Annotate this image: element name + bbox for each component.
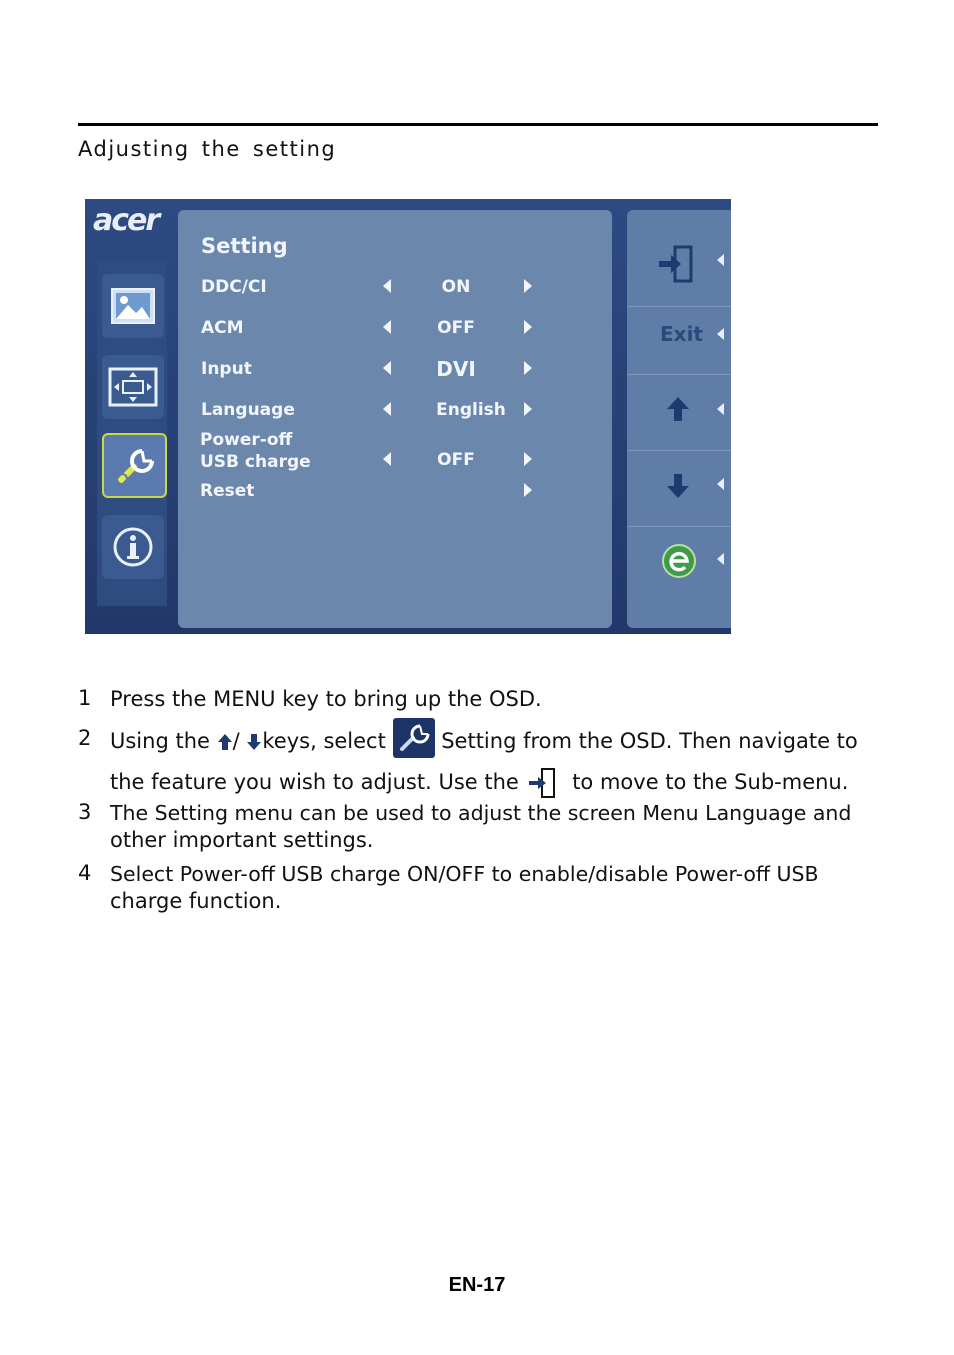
step-text-continued: other important settings. bbox=[110, 828, 374, 852]
row-label-language[interactable]: Language bbox=[201, 400, 295, 420]
osd-setting-panel bbox=[178, 210, 612, 628]
exit-label[interactable]: Exit bbox=[660, 322, 703, 346]
step-number: 1 bbox=[78, 686, 92, 710]
right-arrow-icon[interactable] bbox=[524, 320, 532, 334]
e-key-icon[interactable] bbox=[661, 543, 697, 579]
step-number: 3 bbox=[78, 800, 92, 824]
row-label-acm[interactable]: ACM bbox=[201, 318, 244, 338]
key-separator bbox=[627, 450, 731, 451]
step-number: 2 bbox=[78, 726, 92, 750]
picture-icon bbox=[110, 287, 156, 325]
top-rule bbox=[78, 123, 878, 126]
information-tab[interactable] bbox=[102, 515, 164, 579]
display-tab[interactable] bbox=[102, 355, 164, 419]
step-text-part: / bbox=[232, 729, 240, 753]
key-separator bbox=[627, 526, 731, 527]
row-label-poweroff-line1[interactable]: Power-off bbox=[200, 430, 293, 450]
row-label-input[interactable]: Input bbox=[201, 359, 252, 379]
step-text-continued: charge function. bbox=[110, 889, 282, 913]
osd-screenshot bbox=[85, 199, 731, 634]
key-caret-icon bbox=[717, 254, 724, 266]
enter-submenu-icon bbox=[528, 768, 558, 798]
osd-key-guide bbox=[627, 210, 731, 628]
setting-tab[interactable] bbox=[102, 433, 167, 498]
row-value-input: DVI bbox=[436, 357, 476, 381]
key-caret-icon bbox=[717, 403, 724, 415]
step-text-part: keys, select bbox=[262, 729, 386, 753]
row-label-ddcci[interactable]: DDC/CI bbox=[201, 277, 267, 297]
row-label-reset[interactable]: Reset bbox=[200, 481, 255, 501]
up-arrow-icon bbox=[217, 733, 233, 751]
step-text: The Setting menu can be used to adjust the screen Menu Language and bbox=[110, 801, 852, 825]
row-value-ddcci: ON bbox=[441, 277, 471, 297]
setting-wrench-icon bbox=[393, 718, 435, 758]
step-number: 4 bbox=[78, 861, 92, 885]
row-label-poweroff-line2[interactable]: USB charge bbox=[200, 452, 311, 472]
picture-tab[interactable] bbox=[102, 274, 164, 338]
key-caret-icon bbox=[717, 328, 724, 340]
right-arrow-icon[interactable] bbox=[524, 361, 532, 375]
section-title: Adjusting the setting bbox=[78, 137, 337, 161]
enter-submenu-icon bbox=[657, 244, 695, 284]
step-text-part: Using the bbox=[110, 729, 210, 753]
row-value-poweroff: OFF bbox=[437, 450, 475, 470]
left-arrow-icon[interactable] bbox=[383, 279, 391, 293]
display-position-icon bbox=[108, 367, 158, 407]
left-arrow-icon[interactable] bbox=[383, 452, 391, 466]
left-arrow-icon[interactable] bbox=[383, 402, 391, 416]
up-arrow-icon[interactable] bbox=[665, 395, 691, 423]
acer-logo: acer bbox=[93, 203, 159, 238]
key-separator bbox=[627, 306, 731, 307]
setting-wrench-icon bbox=[112, 443, 158, 489]
right-arrow-icon[interactable] bbox=[524, 402, 532, 416]
down-arrow-icon[interactable] bbox=[665, 472, 691, 500]
step-text-part: to move to the Sub-menu. bbox=[572, 770, 849, 794]
key-caret-icon bbox=[717, 553, 724, 565]
step-text-continued bbox=[110, 768, 848, 798]
step-text-part: Setting from the OSD. Then navigate to bbox=[441, 729, 858, 753]
page-number: EN-17 bbox=[448, 1274, 506, 1296]
step-text: Select Power-off USB charge ON/OFF to enable/disable Power-off USB bbox=[110, 862, 819, 886]
key-caret-icon bbox=[717, 478, 724, 490]
row-value-language: English bbox=[436, 400, 506, 420]
right-arrow-icon[interactable] bbox=[524, 279, 532, 293]
right-arrow-icon[interactable] bbox=[524, 452, 532, 466]
osd-heading: Setting bbox=[201, 234, 288, 258]
left-arrow-icon[interactable] bbox=[383, 320, 391, 334]
step-text: Press the MENU key to bring up the OSD. bbox=[110, 687, 542, 711]
step-text bbox=[110, 726, 858, 758]
down-arrow-icon bbox=[246, 733, 262, 751]
information-icon bbox=[112, 526, 154, 568]
key-separator bbox=[627, 374, 731, 375]
right-arrow-icon[interactable] bbox=[524, 483, 532, 497]
step-text-part: the feature you wish to adjust. Use the bbox=[110, 770, 519, 794]
row-value-acm: OFF bbox=[437, 318, 475, 338]
left-arrow-icon[interactable] bbox=[383, 361, 391, 375]
